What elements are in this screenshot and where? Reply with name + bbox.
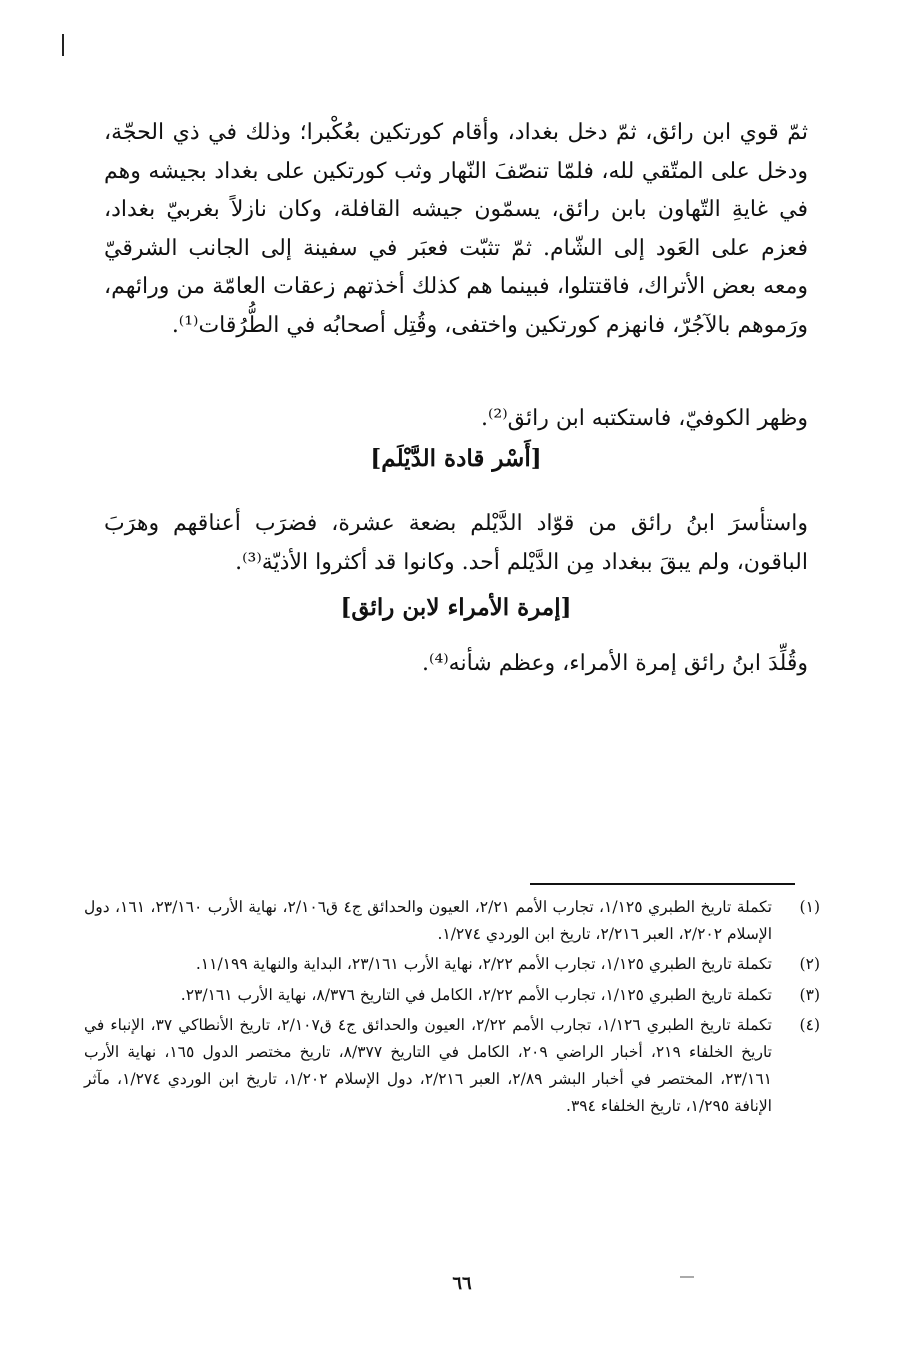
footnote-1: [84, 894, 820, 948]
footnote-2: [84, 951, 820, 978]
footnotes: [84, 894, 820, 1124]
section-heading-dailam-captives: [أَسْر قادة الدَّيْلَم]: [370, 445, 542, 472]
footnote-text: تكملة تاريخ الطبري ١/١٢٥، تجارب الأمم ٢/٢١، العيون والحدائق ج٤ ق٢/١٠٦، نهاية الأرب ٢٣/١٦٠، ١٦١، دول الإسلام ٢/٢٠٢، العبر ٢/٢١٦، تاريخ ابن الوردي ١/٢٧٤.: [84, 898, 772, 944]
margin-mark: [62, 34, 64, 56]
footnote-text: تكملة تاريخ الطبري ١/١٢٥، تجارب الأمم ٢/٢٢، الكامل في التاريخ ٨/٣٧٦، نهاية الأرب ٢٣/١٦١.: [180, 985, 772, 1004]
footnote-text: تكملة تاريخ الطبري ١/١٢٦، تجارب الأمم ٢/٢٢، العيون والحدائق ج٤ ق٢/١٠٧، تاريخ الأنطاكي ٣٧، الإنباء في تاريخ الخلفاء ٢١٩، أخبار الراضي ٢٠٩، الكامل في التاريخ ٨/٣٧٧، تاريخ مختصر الدول ١٦٥، نهاية الأرب ٢٣/١٦١، المختصر في أخبار البشر ٢/٨٩، العبر ٢/٢١٦، دول الإسلام ١/٢٠٢، تاريخ ابن الوردي ١/٢٧٤، مآثر الإنافة ١/٢٩٥، تاريخ الخلفاء ٣٩٤.: [84, 1015, 772, 1116]
paragraph-1: ثمّ قوي ابن رائق، ثمّ دخل بغداد، وأقام كورتكين بعُكْبرا؛ وذلك في ذي الحجّة، ودخل على المتّقي لله، فلمّا تنصّفَ النّهار وثب كورتكين على بغداد بجيشه وهم في غايةِ التّهاون بابن رائق، يسمّون جيشه القافلة، وكان نازلاً بغربيّ بغداد، فعزم على العَود إلى الشّام. ثمّ تثبّت فعبَر في سفينة إلى الجانب الشرقيّ ومعه بعض الأتراك، فاقتتلوا، فبينما هم كذلك أخذتهم زعقات العامّة من ورائهم، ورَموهم بالآجُرّ، فانهزم كورتكين واختفى، وقُتِل أصحابُه في الطُّرُقات⁽¹⁾.: [104, 120, 808, 338]
footnote-text: تكملة تاريخ الطبري ١/١٢٥، تجارب الأمم ٢/٢٢، نهاية الأرب ٢٣/١٦١، البداية والنهاية ١١/١٩٩.: [195, 955, 772, 974]
footnote-number: (٢): [799, 955, 820, 974]
footnote-3: [84, 982, 820, 1009]
section-heading-amir-al-umara: [إمرة الأمراء لابن رائق]: [340, 594, 572, 621]
footnote-number: (٤): [799, 1015, 820, 1034]
paragraph-2: وظهر الكوفيّ، فاستكتبه ابن رائق⁽²⁾.: [480, 406, 808, 431]
footnote-4: [84, 1012, 820, 1121]
page-number: ٦٦: [452, 1273, 472, 1294]
footnote-divider: [530, 883, 795, 885]
paragraph-4: وقُلِّدَ ابنُ رائق إمرة الأمراء، وعظم شأنه⁽⁴⁾.: [422, 651, 808, 676]
footnote-number: (٣): [799, 985, 820, 1004]
footnote-number: (١): [799, 898, 820, 916]
paragraph-3: واستأسرَ ابنُ رائق من قوّاد الدَّيْلم بضعة عشرة، فضرَب أعناقهم وهرَبَ الباقون، ولم يبقَ ببغداد مِن الدَّيْلم أحد. وكانوا قد أكثروا الأذيّة⁽³⁾.: [104, 511, 808, 575]
